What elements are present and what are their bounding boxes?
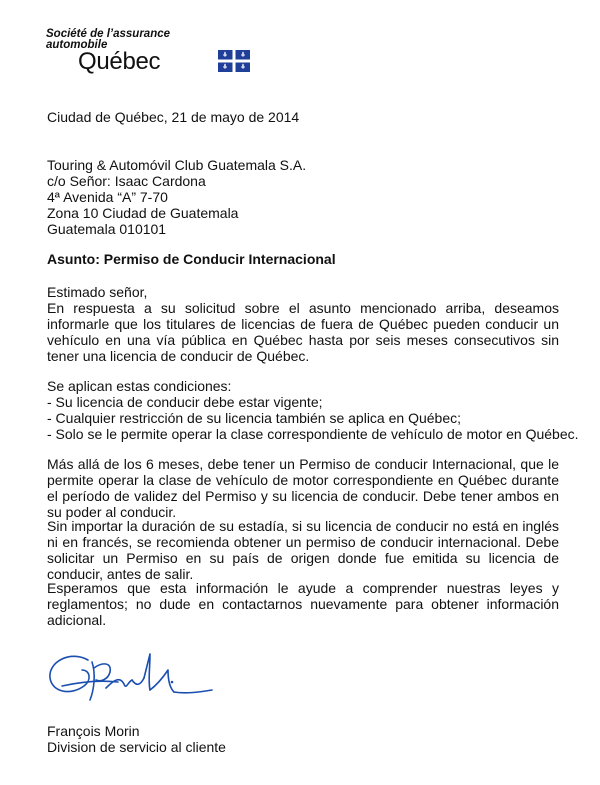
recipient-line: c/o Señor: Isaac Cardona (47, 173, 206, 189)
condition-item: - Su licencia de conducir debe estar vigente; (47, 394, 323, 410)
quebec-flag-icon (218, 50, 250, 72)
paragraph-1: En respuesta a su solicitud sobre el asunto mencionado arriba, deseamos informarle que los titulares de licencias de fuera de Québec pueden conducir un vehículo en una vía pública en Québec hasta por seis meses consecutivos sin tener una licencia de conducir de Québec. (47, 300, 559, 364)
recipient-address (47, 157, 559, 237)
condition-item: - Solo se le permite operar la clase correspondiente de vehículo de motor en Québec. (47, 426, 579, 442)
conditions-intro: Se aplican estas condiciones: (47, 378, 232, 394)
paragraph-4: Esperamos que esta información le ayude a comprender nuestras leyes y reglamentos; no dude en contactarnos nuevamente para obtener información adicional. (47, 580, 559, 628)
signer-name: François Morin (47, 723, 140, 739)
signer-block (47, 723, 559, 755)
salutation: Estimado señor, (47, 284, 148, 300)
condition-item: - Cualquier restricción de su licencia también se aplica en Québec; (47, 410, 461, 426)
paragraph-2: Más allá de los 6 meses, debe tener un Permiso de conducir Internacional, que le permite operar la clase de vehículo de motor correspondiente en Québec durante el período de validez del Permiso y su licencia de conducir. Debe tener ambos en su poder al conducir. (47, 456, 559, 520)
handwritten-signature (40, 640, 220, 710)
paragraph-3: Sin importar la duración de su estadía, si su licencia de conducir no está en inglés ni en francés, se recomienda obtener un permiso de conducir internacional. Debe solicitar un Permiso en su país de origen donde fue emitida su licencia de conducir, antes de salir. (47, 518, 559, 582)
signer-title: Division de servicio al cliente (47, 739, 226, 755)
logo-quebec-wordmark: Québec (78, 48, 161, 75)
recipient-line: Guatemala 010101 (47, 221, 167, 237)
logo-org-line1: Société de l’assurance (46, 28, 171, 40)
logo-org-line2: automobile (46, 39, 108, 51)
recipient-line: Touring & Automóvil Club Guatemala S.A. (47, 157, 307, 173)
saaq-logo (46, 28, 216, 80)
date-line: Ciudad de Québec, 21 de mayo de 2014 (47, 109, 300, 125)
subject-line: Asunto: Permiso de Conducir Internacional (47, 251, 336, 267)
recipient-line: Zona 10 Ciudad de Guatemala (47, 205, 239, 221)
conditions-block (47, 378, 579, 442)
recipient-line: 4ª Avenida “A” 7-70 (47, 189, 168, 205)
